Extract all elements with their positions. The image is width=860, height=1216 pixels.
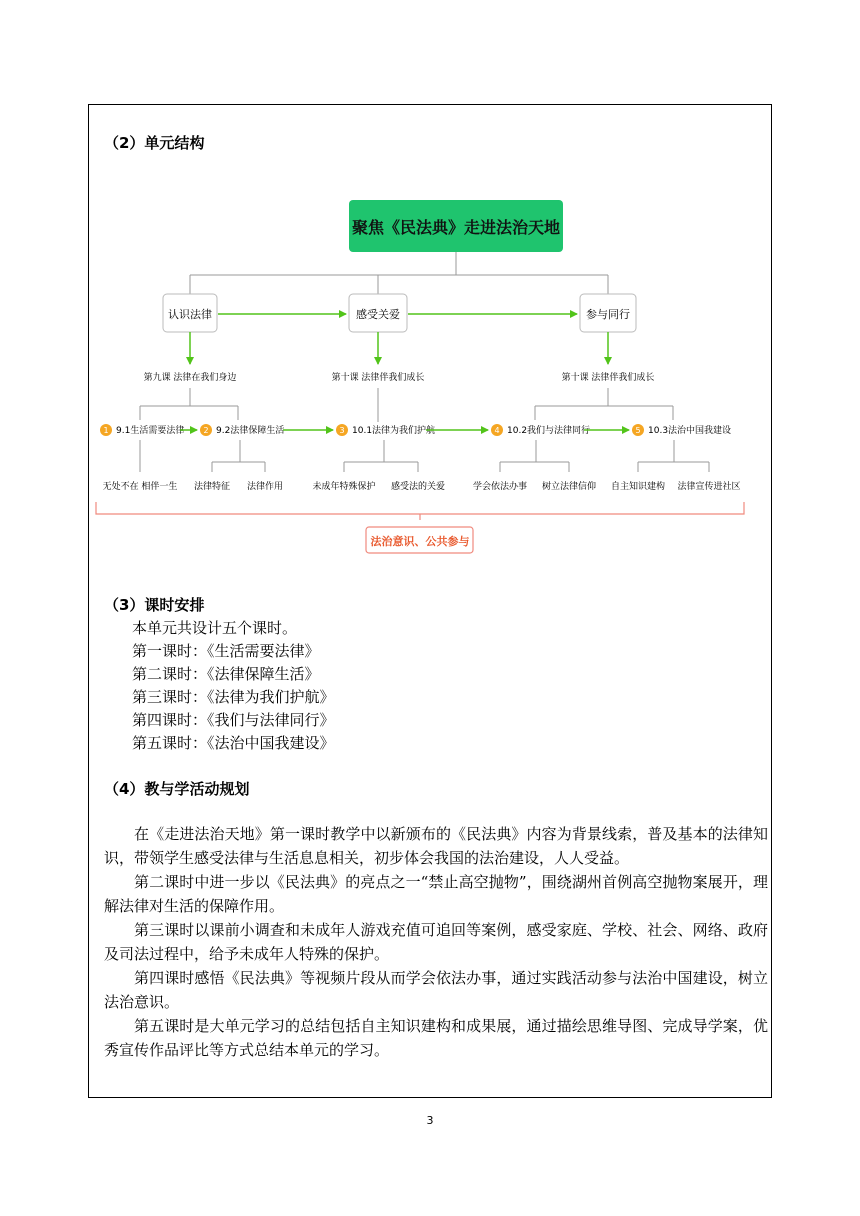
topic-2 [200,424,284,436]
topic-4-num: 4 [494,426,500,435]
topic-1-label: 9.1生活需要法律 [116,426,185,436]
leaf-4: 未成年特殊保护 [312,482,376,492]
plan-paragraph-2: 第二课时中进一步以《民法典》的亮点之一“禁止高空抛物”，围绕湖州首例高空抛物案展开，理解法律对生活的保障作用。 [104,873,768,915]
leaf-5: 感受法的关爱 [390,482,446,492]
lesson-10-a: 第十课 法律伴我们成长 [331,373,425,383]
node-know-law-label: 认识法律 [168,308,212,321]
section-2-heading: （2）单元结构 [104,134,205,152]
plan-paragraph-4: 第四课时感悟《民法典》等视频片段从而学会依法办事，通过实践活动参与法治中国建设，树立法治意识。 [104,969,768,1011]
topic-3-num: 3 [339,426,345,435]
topic-1 [100,424,184,436]
lesson-9: 第九课 法律在我们身边 [143,373,237,383]
leaf-1: 无处不在 相伴一生 [102,482,178,492]
schedule-line-2: 第一课时：《生活需要法律》 [132,642,320,660]
leaf-3: 法律作用 [246,482,284,492]
node-feel-care-label: 感受关爱 [356,308,400,321]
topic-5-label: 10.3法治中国我建设 [648,426,732,436]
leaf-6: 学会依法办事 [472,482,528,492]
root-connectors [190,252,608,294]
schedule-line-1: 本单元共设计五个课时。 [132,619,298,637]
summary-label: 法治意识、公共参与 [370,535,470,548]
topic-2-num: 2 [203,426,209,435]
topic-5-num: 5 [635,426,641,435]
section-4-heading: （4）教与学活动规划 [104,780,250,798]
leaf-7: 树立法律信仰 [541,482,597,492]
schedule-line-4: 第三课时：《法律为我们护航》 [132,688,335,706]
topic-4-label: 10.2我们与法律同行 [507,426,591,436]
node-participate-label: 参与同行 [586,308,630,321]
topic-5 [632,424,731,436]
topic-3 [336,424,435,436]
leaf-8: 自主知识建构 [610,482,666,492]
topic-4 [491,424,590,436]
schedule-line-6: 第五课时：《法治中国我建设》 [132,734,335,752]
root-label: 聚焦《民法典》走进法治天地 [351,218,561,237]
lesson-10-b: 第十课 法律伴我们成长 [561,373,655,383]
leaf-9: 法律宣传进社区 [677,482,741,492]
topic-2-label: 9.2法律保障生活 [216,426,285,436]
section-3-heading: （3）课时安排 [104,596,205,614]
leaf-2: 法律特征 [193,482,231,492]
page-number: 3 [426,1114,434,1127]
topic-1-num: 1 [103,426,109,435]
topic-3-label: 10.1法律为我们护航 [352,426,436,436]
leaf-connectors [140,440,709,472]
lesson-connectors [140,388,673,422]
plan-paragraph-1: 在《走进法治天地》第一课时教学中以新颁布的《民法典》内容为背景线索，普及基本的法律知识，带领学生感受法律与生活息息相关，初步体会我国的法治建设，人人受益。 [104,825,768,867]
plan-paragraph-3: 第三课时以课前小调查和未成年人游戏充值可追回等案例，感受家庭、学校、社会、网络、政府及司法过程中，给予未成年人特殊的保护。 [104,921,768,963]
schedule-line-5: 第四课时：《我们与法律同行》 [132,711,335,729]
plan-paragraph-5: 第五课时是大单元学习的总结包括自主知识建构和成果展，通过描绘思维导图、完成导学案，优秀宣传作品评比等方式总结本单元的学习。 [104,1017,768,1059]
summary-brace [96,502,744,520]
schedule-line-3: 第二课时：《法律保障生活》 [132,665,320,683]
